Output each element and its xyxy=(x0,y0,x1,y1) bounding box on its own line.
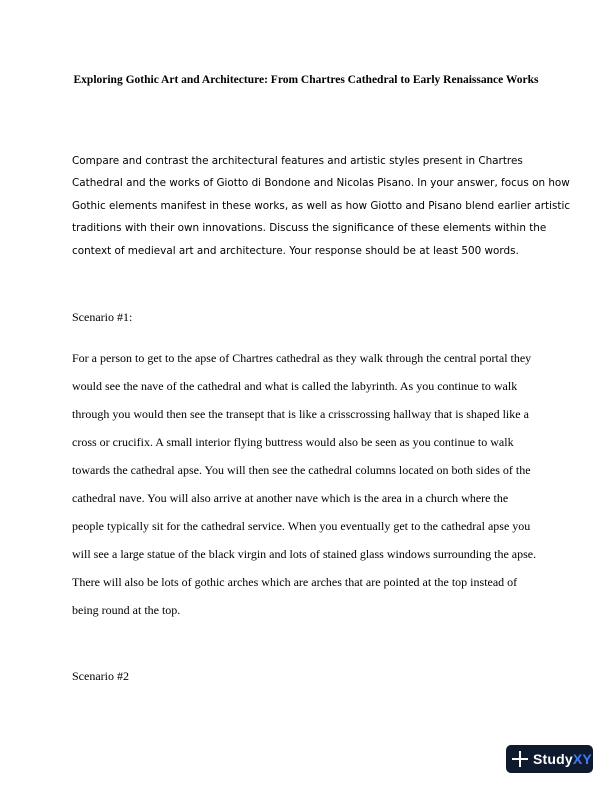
body-line: For a person to get to the apse of Chartres cathedral as they walk through the central portal they xyxy=(72,351,532,365)
body-line: towards the cathedral apse. You will then see the cathedral columns located on both sides of the xyxy=(72,463,531,477)
body-line: being round at the top. xyxy=(72,603,181,617)
plus-icon xyxy=(512,751,528,767)
brand-main: Study xyxy=(533,751,573,767)
body-line: people typically sit for the cathedral service. When you eventually get to the cathedral apse you xyxy=(72,519,531,533)
scenario-2-heading: Scenario #2 xyxy=(72,669,129,683)
body-line: will see a large statue of the black virgin and lots of stained glass windows surrounding the apse. xyxy=(72,547,537,561)
prompt-line: traditions with their own innovations. Discuss the significance of these elements within the xyxy=(72,222,547,235)
brand-logo-text xyxy=(533,751,592,767)
prompt-line: Compare and contrast the architectural features and artistic styles present in Chartres xyxy=(72,155,523,167)
prompt-line: context of medieval art and architecture. Your response should be at least 500 words. xyxy=(72,244,519,257)
body-line: would see the nave of the cathedral and what is called the labyrinth. As you continue to walk xyxy=(72,379,518,393)
body-line: There will also be lots of gothic arches which are arches that are pointed at the top instead of xyxy=(72,575,518,589)
document-title: Exploring Gothic Art and Architecture: From Chartres Cathedral to Early Renaissance Works xyxy=(73,74,539,86)
studyxy-watermark-badge[interactable] xyxy=(506,745,593,773)
scenario-1-body xyxy=(72,344,542,624)
scenario-1-heading: Scenario #1: xyxy=(72,310,133,324)
prompt-line: Cathedral and the works of Giotto di Bondone and Nicolas Pisano. In your answer, focus on how xyxy=(72,177,570,190)
body-line: cross or crucifix. A small interior flying buttress would also be seen as you continue to walk xyxy=(72,435,514,449)
assignment-prompt xyxy=(72,150,571,262)
brand-accent: XY xyxy=(572,751,592,767)
body-line: cathedral nave. You will also arrive at another nave which is the area in a church where the xyxy=(72,491,509,505)
prompt-line: Gothic elements manifest in these works, as well as how Giotto and Pisano blend earlier artistic xyxy=(72,199,571,212)
body-line: through you would then see the transept that is like a crisscrossing hallway that is shaped like a xyxy=(72,407,529,421)
